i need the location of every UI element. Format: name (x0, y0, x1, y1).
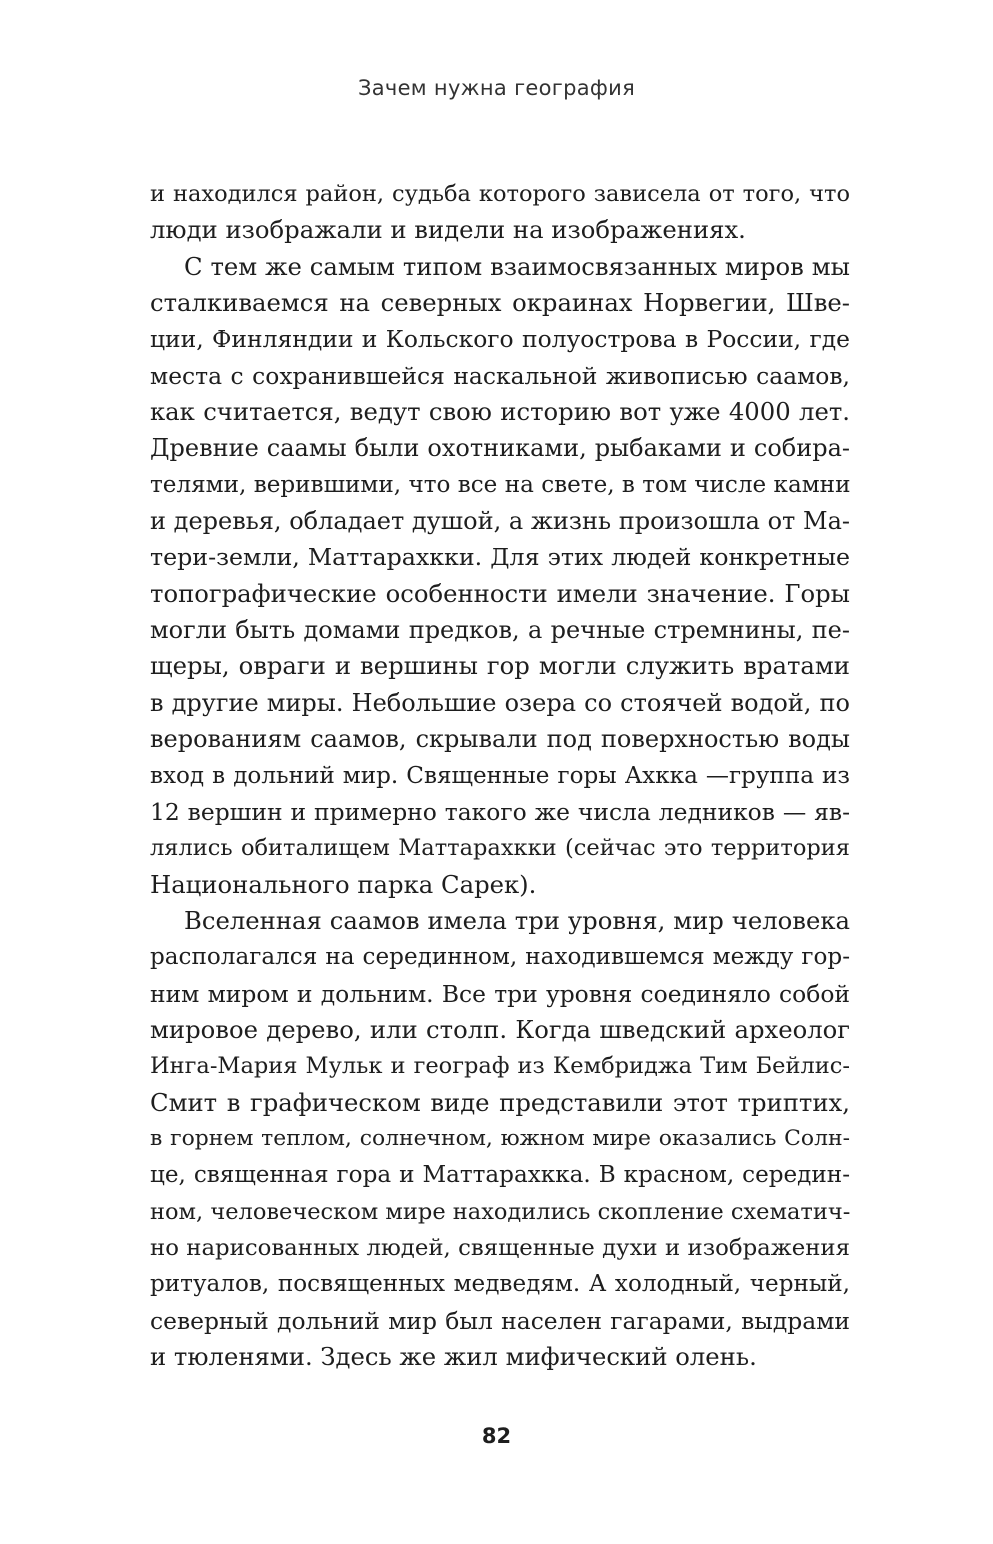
text-line: сталкиваемся на северных окраинах Норвегии, Шве- (150, 288, 850, 318)
text-line: ритуалов, посвященных медведям. А холодный, черный, (150, 1271, 850, 1298)
text-line: и деревья, обладает душой, а жизнь произошла от Ма- (150, 507, 850, 536)
text-line: телями, верившими, что все на свете, в том числе камни (150, 471, 850, 498)
text-line: щеры, овраги и вершины гор могли служить вратами (150, 651, 850, 681)
text-line: ции, Финляндии и Кольского полуострова в России, где (150, 325, 850, 354)
text-line: верованиям саамов, скрывали под поверхностью воды (150, 725, 850, 754)
text-line: и находился район, судьба которого зависела от того, что (150, 181, 850, 207)
text-line: ном, человеческом мире находились скопление схематич- (150, 1198, 850, 1225)
text-line: Национального парка Сарек). (150, 869, 537, 899)
text-line: це, священная гора и Маттарахкка. В красном, середин- (150, 1162, 850, 1189)
text-line: тери-земли, Маттарахкки. Для этих людей конкретные (150, 543, 850, 572)
text-line: вход в дольний мир. Священные горы Ахкка —группа из (150, 762, 850, 789)
text-line: Инга-Мария Мульк и географ из Кембриджа Тим Бейлис- (150, 1053, 850, 1080)
text-line: 12 вершин и примерно такого же числа ледников — яв- (150, 797, 850, 826)
text-line: топографические особенности имели значение. Горы (150, 578, 850, 608)
body-text (150, 176, 850, 1375)
text-line: как считается, ведут свою историю вот уже 4000 лет. (150, 397, 850, 427)
text-line: Смит в графическом виде представили этот триптих, (150, 1087, 850, 1117)
text-line: люди изображали и видели на изображениях. (150, 215, 746, 245)
paragraph-first-line: Вселенная саамов имела три уровня, мир человека (184, 905, 850, 935)
text-line: в другие миры. Небольшие озера со стоячей водой, по (150, 688, 850, 717)
text-line: но нарисованных людей, священные духи и изображения (150, 1234, 850, 1261)
text-line: в горнем теплом, солнечном, южном мире оказались Солн- (150, 1125, 850, 1151)
text-line: северный дольний мир был населен гагарами, выдрами (150, 1306, 850, 1335)
text-line: Древние саамы были охотниками, рыбаками и собира- (150, 434, 850, 463)
text-line: лялись обиталищем Маттарахкки (сейчас это территория (150, 835, 850, 862)
text-line: ним миром и дольним. Все три уровня соединяло собой (150, 979, 850, 1008)
paragraph-first-line: С тем же самым типом взаимосвязанных миров мы (184, 251, 850, 281)
page-number: 82 (481, 1424, 512, 1448)
text-line: располагался на серединном, находившемся между гор- (150, 944, 850, 971)
text-line: места с сохранившейся наскальной живописью саамов, (150, 361, 850, 390)
text-line: мировое дерево, или столп. Когда шведский археолог (150, 1014, 850, 1044)
text-line: и тюленями. Здесь же жил мифический олень. (150, 1342, 757, 1371)
text-line: могли быть домами предков, а речные стремнины, пе- (150, 616, 850, 645)
running-head: Зачем нужна география (357, 76, 636, 100)
